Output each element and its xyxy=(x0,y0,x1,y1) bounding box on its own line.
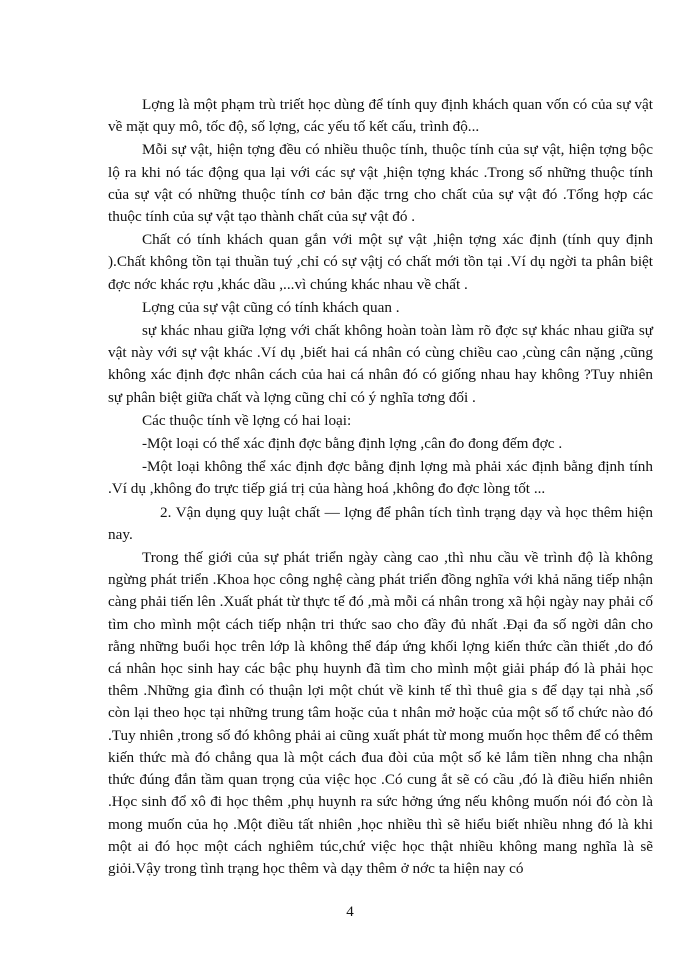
paragraph-tutoring: Trong thế giới của sự phát triển ngày càng cao ,thì nhu cầu về trình độ là không ngừng phát triển .Khoa học công nghệ càng phát triển đồng nghĩa với khả năng tiếp nhận càng phải tiến lên .Xuất phát từ thực tế đó ,mà mỗi cá nhân trong xã hội ngày nay phải cố tìm cho mình một cách tiếp nhận tri thức sao cho đầy đủ nhất .Đại đa số ngời dân cho rằng những buổi học trên lớp là không thể đáp ứng khối lợng kiến thức cần thiết ,do đó cá nhân học sinh hay các bậc phụ huynh đã tìm cho mình một giải pháp đó là phải học thêm .Những gia đình có thuận lợi một chút về kinh tế thì thuê gia s để dạy tại nhà ,số còn lại theo học tại những trung tâm hoặc của t nhân mở hoặc của một số tổ chức nào đó .Tuy nhiên ,trong số đó không phải ai cũng xuất phát từ mong muốn học thêm để có thêm kiến thức mà đó chẳng qua là một cách đua đòi của một số kẻ lắm tiền nhng cha nhận thức đúng đắn tầm quan trọng của việc học .Có cung ắt sẽ có cầu ,đó là điều hiển nhiên .Học sinh đổ xô đi học thêm ,phụ huynh ra sức hởng ứng nếu không muốn nói đó còn là mong muốn của họ .Một điều tất nhiên ,học nhiều thì sẽ hiểu biết nhiều nhng đó là khi một ai đó học một cách nghiêm túc,chứ việc học thật nhiều không mang nghĩa là sẽ giỏi.Vậy trong tình trạng học thêm và dạy thêm ở nớc ta hiện nay có xyxy=(108,549,653,877)
paragraph-chat-objective: Chất có tính khách quan gắn với một sự vật ,hiện tợng xác định (tính quy định ).Chất không tồn tại thuần tuý ,chỉ có sự vậtj có chất mới tồn tại .Ví dụ ngời ta phân biệt đợc nớc khác rợu ,khác dầu ,...vì chúng khác nhau về chất . xyxy=(108,231,653,293)
paragraph-difference: sự khác nhau giữa lợng với chất không hoàn toàn làm rõ đợc sự khác nhau giữa sự vật này với sự vật khác .Ví dụ ,biết hai cá nhân có cùng chiều cao ,cùng cân nặng ,cũng không xác định đợc nhân cách của hai cá nhân đó có giống nhau hay không ?Tuy nhiên sự phân biệt giữa chất và lợng cũng chỉ có ý nghĩa tơng đối . xyxy=(108,322,653,406)
page-number: 4 xyxy=(346,904,354,920)
paragraph-luong-objective: Lợng của sự vật cũng có tính khách quan . xyxy=(142,298,400,316)
paragraph-type-two: -Một loại không thể xác định đợc bằng định lợng mà phải xác định bằng định tính .Ví dụ ,không đo trực tiếp giá trị của hàng hoá ,không đo đợc lòng tốt ... xyxy=(108,458,653,498)
paragraph-two-types: Các thuộc tính về lợng có hai loại: xyxy=(142,411,352,429)
section-heading: 2. Vận dụng quy luật chất — lợng để phân tích tình trạng dạy và học thêm hiện nay. xyxy=(108,503,653,543)
paragraph-properties: Mỗi sự vật, hiện tợng đều có nhiều thuộc tính, thuộc tính của sự vật, hiện tợng bộc lộ ra khi nó tác động qua lại với các sự vật ,hiện tợng khác .Trong số những thuộc tính của sự vật có những thuộc tính cơ bản đặc trng cho chất của sự vật đó .Tổng hợp các thuộc tính của sự vật tạo thành chất của sự vật đó . xyxy=(108,141,653,226)
paragraph-luong-definition: Lợng là một phạm trù triết học dùng để tính quy định khách quan vốn có của sự vật về mặt quy mô, tốc độ, số lợng, các yếu tố kết cấu, trình độ... xyxy=(108,96,653,136)
body-text xyxy=(108,94,653,881)
paragraph-type-one: -Một loại có thể xác định đợc bằng định lợng ,cân đo đong đếm đợc . xyxy=(142,435,563,453)
